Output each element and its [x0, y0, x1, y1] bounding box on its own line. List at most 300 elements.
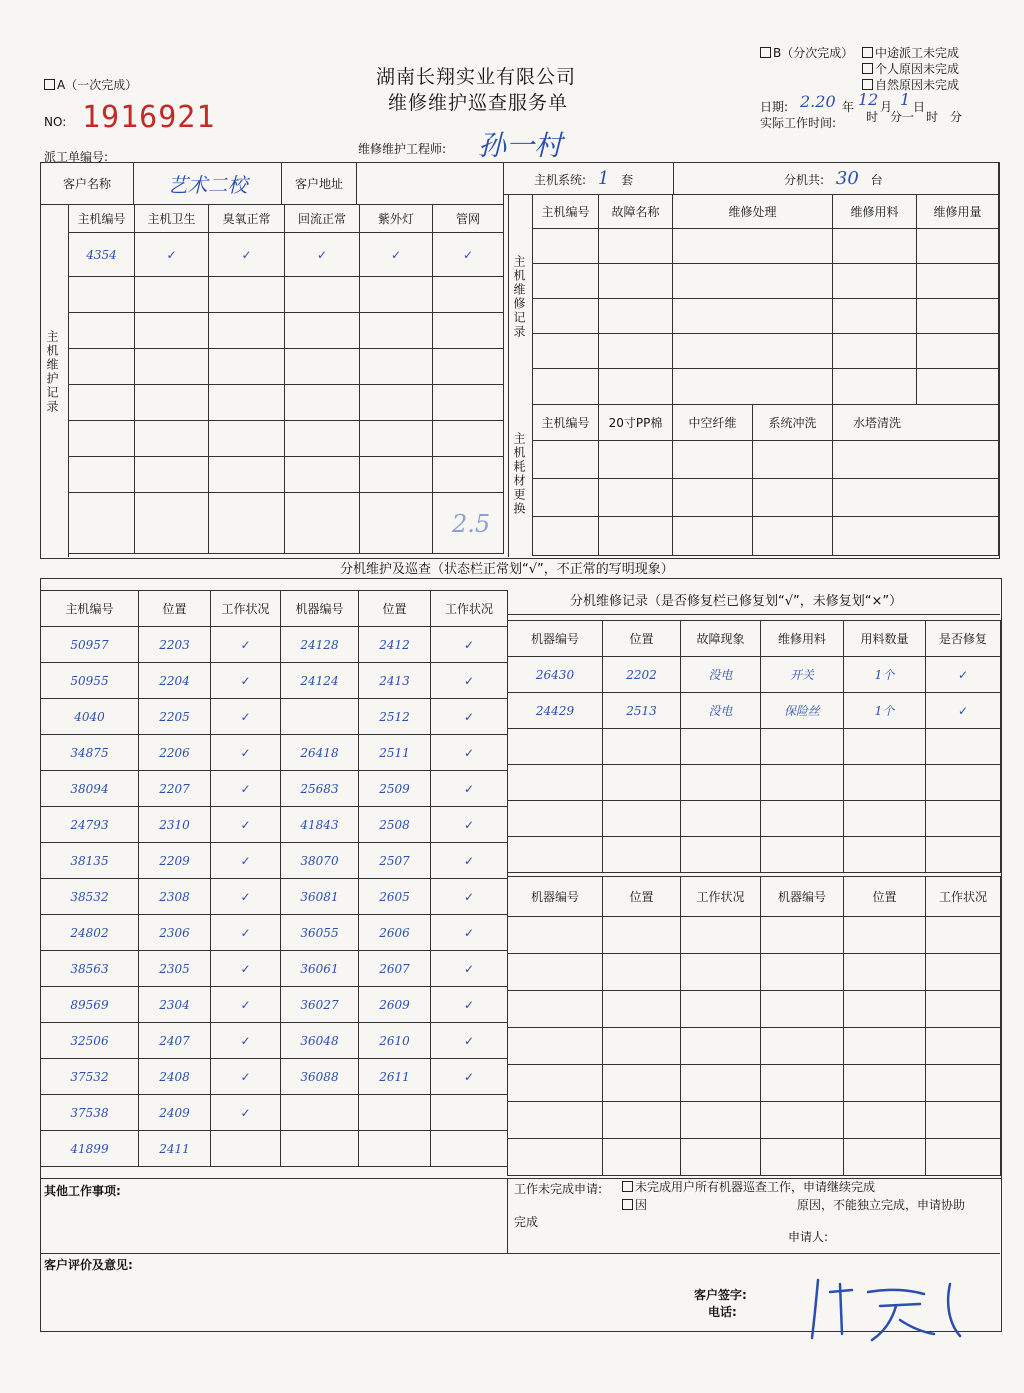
table-row [69, 493, 504, 554]
position-cell[interactable]: 2605 [359, 879, 431, 915]
status-cell[interactable]: ✓ [211, 879, 281, 915]
status-cell[interactable]: ✓ [211, 843, 281, 879]
position-cell[interactable]: 2407 [139, 1023, 211, 1059]
repair-cell[interactable]: 开关 [761, 657, 844, 693]
machine-id-cell[interactable]: 36061 [281, 951, 359, 987]
status-cell[interactable] [844, 1028, 926, 1065]
status-cell[interactable] [844, 954, 926, 991]
position-cell[interactable]: 2411 [139, 1131, 211, 1167]
repair-cell[interactable] [681, 837, 761, 873]
machine-id-cell[interactable] [281, 1095, 359, 1131]
host-maintenance-side-label: 主机维护记录 [45, 330, 59, 414]
check-cell[interactable]: ✓ [285, 233, 360, 277]
checkbox-icon [44, 79, 55, 90]
col-header: 机器编号 [508, 877, 603, 917]
table-row [508, 1139, 1001, 1176]
status-cell[interactable] [431, 1131, 508, 1167]
sub-section-title: 分机维护及巡查（状态栏正常划“√”，不正常的写明现象） [340, 562, 674, 577]
status-cell[interactable] [603, 1065, 681, 1102]
machine-id-cell[interactable]: 38532 [41, 879, 139, 915]
status-cell[interactable] [681, 991, 761, 1028]
table-row [508, 693, 1001, 729]
position-cell[interactable]: 2609 [359, 987, 431, 1023]
status-cell[interactable] [761, 1139, 844, 1176]
checkbox-icon [862, 79, 873, 90]
customer-name-label: 客户名称 [41, 163, 134, 205]
position-cell[interactable]: 2205 [139, 699, 211, 735]
status-cell[interactable] [926, 1139, 1001, 1176]
machine-id-cell[interactable] [281, 699, 359, 735]
host-system-label: 主机系统: [534, 173, 587, 187]
date-label: 日期: [760, 100, 789, 114]
table-row [41, 663, 508, 699]
table-row [508, 954, 1001, 991]
work-time-units: 时 分一 时 分 [866, 110, 963, 124]
col-header: 故障现象 [681, 621, 761, 657]
machine-id-cell[interactable]: 24793 [41, 807, 139, 843]
table-row [533, 517, 999, 556]
customer-address-value[interactable] [357, 163, 504, 205]
col-header: 紫外灯 [360, 205, 433, 233]
col-header: 20寸PP棉 [599, 405, 673, 441]
status-cell[interactable] [844, 1139, 926, 1176]
status-cell[interactable]: ✓ [211, 771, 281, 807]
date-month: 12 [858, 90, 879, 109]
status-cell[interactable] [926, 1028, 1001, 1065]
reason-2[interactable]: 个人原因未完成 [862, 60, 959, 77]
status-cell[interactable]: ✓ [431, 735, 508, 771]
repair-cell[interactable] [508, 729, 603, 765]
repair-cell[interactable] [603, 729, 681, 765]
status-cell[interactable] [761, 1028, 844, 1065]
company-name: 湖南长翔实业有限公司 [376, 66, 577, 88]
col-header: 工作状况 [681, 877, 761, 917]
position-cell[interactable]: 2611 [359, 1059, 431, 1095]
position-cell[interactable]: 2304 [139, 987, 211, 1023]
repair-cell[interactable] [844, 729, 926, 765]
repair-cell[interactable] [681, 801, 761, 837]
status-cell[interactable]: ✓ [431, 879, 508, 915]
status-cell[interactable]: ✓ [431, 987, 508, 1023]
status-cell[interactable]: ✓ [431, 807, 508, 843]
table-row [41, 987, 508, 1023]
repair-cell[interactable] [926, 837, 1001, 873]
position-cell[interactable]: 2509 [359, 771, 431, 807]
host-maintenance-table [68, 204, 504, 554]
machine-id-cell[interactable]: 37538 [41, 1095, 139, 1131]
table-row [533, 229, 999, 264]
date-year: 2.20 [800, 92, 836, 111]
status-cell[interactable]: ✓ [211, 699, 281, 735]
col-header: 臭氧正常 [209, 205, 285, 233]
status-cell[interactable] [761, 917, 844, 954]
incomplete-option-2[interactable]: 因 原因，不能独立完成，申请协助 [622, 1196, 965, 1213]
status-cell[interactable] [681, 1139, 761, 1176]
repair-cell[interactable] [761, 765, 844, 801]
position-cell[interactable]: 2512 [359, 699, 431, 735]
sub-status-table [507, 876, 1001, 1176]
sub-repair-table [507, 620, 1001, 873]
table-row [508, 1028, 1001, 1065]
status-cell[interactable] [508, 1065, 603, 1102]
status-cell[interactable] [603, 1139, 681, 1176]
repair-cell[interactable] [681, 729, 761, 765]
status-cell[interactable]: ✓ [431, 951, 508, 987]
status-cell[interactable] [508, 954, 603, 991]
status-cell[interactable] [926, 1102, 1001, 1139]
repair-cell[interactable] [844, 801, 926, 837]
status-cell[interactable] [508, 917, 603, 954]
position-cell[interactable]: 2305 [139, 951, 211, 987]
col-header: 位置 [603, 877, 681, 917]
status-cell[interactable] [761, 954, 844, 991]
table-row [69, 421, 504, 457]
check-cell[interactable]: ✓ [135, 233, 209, 277]
table-row [508, 917, 1001, 954]
status-cell[interactable] [926, 954, 1001, 991]
checkbox-icon [622, 1199, 633, 1210]
divider [508, 194, 509, 557]
repair-cell[interactable]: 1个 [844, 657, 926, 693]
table-row [41, 1059, 508, 1095]
col-header: 机器编号 [761, 877, 844, 917]
position-cell[interactable]: 2508 [359, 807, 431, 843]
check-cell[interactable]: ✓ [209, 233, 285, 277]
sub-patrol-table [40, 590, 508, 1167]
status-cell[interactable] [761, 1102, 844, 1139]
position-cell[interactable]: 2209 [139, 843, 211, 879]
table-row [508, 765, 1001, 801]
col-header: 回流正常 [285, 205, 360, 233]
host-system-cell[interactable] [504, 163, 674, 195]
status-cell[interactable] [926, 917, 1001, 954]
year-label: 年 [842, 100, 855, 114]
status-cell[interactable] [603, 991, 681, 1028]
repair-cell[interactable] [844, 765, 926, 801]
position-cell[interactable]: 2607 [359, 951, 431, 987]
option-b[interactable]: B（分次完成） [760, 44, 853, 61]
machine-id-cell[interactable]: 38563 [41, 951, 139, 987]
divider [40, 1253, 1000, 1254]
machine-id-cell[interactable]: 36088 [281, 1059, 359, 1095]
divider [507, 1178, 508, 1253]
position-cell[interactable]: 2204 [139, 663, 211, 699]
customer-signature [800, 1262, 980, 1342]
status-cell[interactable] [926, 991, 1001, 1028]
status-cell[interactable] [844, 1102, 926, 1139]
repair-cell[interactable]: 2202 [603, 657, 681, 693]
position-cell[interactable]: 2206 [139, 735, 211, 771]
position-cell[interactable]: 2306 [139, 915, 211, 951]
status-cell[interactable]: ✓ [211, 915, 281, 951]
position-cell[interactable] [359, 1095, 431, 1131]
machine-id-cell[interactable]: 89569 [41, 987, 139, 1023]
customer-address-label: 客户地址 [282, 163, 357, 205]
sub-count-unit: 台 [870, 173, 883, 187]
repair-cell[interactable] [761, 801, 844, 837]
status-cell[interactable] [681, 954, 761, 991]
repair-cell[interactable] [926, 729, 1001, 765]
repair-cell[interactable]: 2513 [603, 693, 681, 729]
repair-cell[interactable] [761, 729, 844, 765]
status-cell[interactable] [681, 1028, 761, 1065]
applicant-label: 申请人: [788, 1230, 829, 1244]
status-cell[interactable] [844, 917, 926, 954]
repair-cell[interactable] [844, 837, 926, 873]
repair-cell[interactable] [926, 801, 1001, 837]
table-row [508, 801, 1001, 837]
status-cell[interactable]: ✓ [431, 1023, 508, 1059]
status-cell[interactable] [603, 1102, 681, 1139]
machine-id-cell[interactable]: 50957 [41, 627, 139, 663]
status-cell[interactable] [844, 991, 926, 1028]
divider [507, 614, 1000, 615]
position-cell[interactable]: 2203 [139, 627, 211, 663]
position-cell[interactable]: 2610 [359, 1023, 431, 1059]
day-label: 日 [913, 100, 926, 114]
status-cell[interactable]: ✓ [211, 951, 281, 987]
table-row [69, 233, 504, 277]
table-row [41, 807, 508, 843]
machine-id-cell[interactable]: 38094 [41, 771, 139, 807]
incomplete-label: 工作未完成申请: [514, 1182, 603, 1196]
position-cell[interactable]: 2412 [359, 627, 431, 663]
repair-cell[interactable] [508, 765, 603, 801]
repair-cell[interactable]: 24429 [508, 693, 603, 729]
status-cell[interactable]: ✓ [431, 843, 508, 879]
machine-id-cell[interactable]: 37532 [41, 1059, 139, 1095]
col-header: 故障名称 [599, 195, 673, 229]
col-header: 工作状况 [431, 591, 508, 627]
repair-cell[interactable]: ✓ [926, 693, 1001, 729]
status-cell[interactable] [603, 917, 681, 954]
table-row [41, 879, 508, 915]
col-header: 主机卫生 [135, 205, 209, 233]
table-row [41, 1023, 508, 1059]
col-header: 管网 [433, 205, 504, 233]
col-header: 位置 [603, 621, 681, 657]
table-row [508, 729, 1001, 765]
machine-id-cell[interactable]: 4040 [41, 699, 139, 735]
repair-cell[interactable]: 26430 [508, 657, 603, 693]
table-row [41, 951, 508, 987]
table-row [533, 334, 999, 369]
table-row [508, 1065, 1001, 1102]
host-consumable-side-label: 主机耗材更换 [512, 432, 526, 516]
option-a[interactable]: A（一次完成） [44, 76, 137, 93]
status-cell[interactable] [761, 1065, 844, 1102]
col-header: 工作状况 [211, 591, 281, 627]
table-row [69, 277, 504, 313]
status-cell[interactable] [508, 1102, 603, 1139]
machine-id-cell[interactable]: 24124 [281, 663, 359, 699]
host-system-unit: 套 [621, 173, 634, 187]
check-cell[interactable]: ✓ [360, 233, 433, 277]
feedback-field[interactable] [44, 1272, 684, 1326]
col-header: 系统冲洗 [753, 405, 833, 441]
status-cell[interactable] [681, 1102, 761, 1139]
position-cell[interactable]: 2606 [359, 915, 431, 951]
machine-id-cell[interactable]: 32506 [41, 1023, 139, 1059]
status-cell[interactable] [681, 1065, 761, 1102]
status-cell[interactable]: ✓ [431, 627, 508, 663]
feedback-label: 客户评价及意见: [44, 1258, 133, 1272]
machine-id-cell[interactable]: 41899 [41, 1131, 139, 1167]
status-cell[interactable] [603, 1028, 681, 1065]
status-cell[interactable]: ✓ [211, 1095, 281, 1131]
position-cell[interactable]: 2413 [359, 663, 431, 699]
status-cell[interactable] [508, 1139, 603, 1176]
repair-cell[interactable] [603, 801, 681, 837]
incomplete-option-1[interactable]: 未完成用户所有机器巡查工作，申请继续完成 [622, 1178, 875, 1195]
document-title: 维修维护巡查服务单 [388, 92, 569, 114]
machine-id-cell[interactable]: 36081 [281, 879, 359, 915]
host-repair-table [532, 194, 999, 405]
host-id-cell[interactable]: 4354 [69, 233, 135, 277]
table-row [508, 657, 1001, 693]
machine-id-cell[interactable]: 24128 [281, 627, 359, 663]
work-time-label: 实际工作时间: [760, 116, 837, 130]
col-header: 主机编号 [69, 205, 135, 233]
status-cell[interactable] [211, 1131, 281, 1167]
checkbox-icon [862, 63, 873, 74]
table-row [533, 441, 999, 479]
status-cell[interactable]: ✓ [431, 663, 508, 699]
status-cell[interactable]: ✓ [211, 987, 281, 1023]
repair-cell[interactable] [508, 837, 603, 873]
status-cell[interactable]: ✓ [211, 663, 281, 699]
machine-id-cell[interactable]: 26418 [281, 735, 359, 771]
other-work-field[interactable] [44, 1198, 504, 1250]
no-label: NO: [44, 115, 67, 129]
sub-count-cell[interactable] [674, 163, 999, 195]
status-cell[interactable]: ✓ [431, 699, 508, 735]
status-cell[interactable] [844, 1065, 926, 1102]
customer-name-value[interactable] [134, 163, 282, 205]
machine-id-cell[interactable]: 25683 [281, 771, 359, 807]
checkbox-icon [622, 1181, 633, 1192]
status-cell[interactable] [603, 954, 681, 991]
position-cell[interactable]: 2308 [139, 879, 211, 915]
table-row [508, 1102, 1001, 1139]
repair-cell[interactable] [603, 765, 681, 801]
position-cell[interactable]: 2207 [139, 771, 211, 807]
position-cell[interactable]: 2507 [359, 843, 431, 879]
table-row [41, 627, 508, 663]
col-header: 主机编号 [41, 591, 139, 627]
machine-id-cell[interactable]: 34875 [41, 735, 139, 771]
status-cell[interactable]: ✓ [211, 1023, 281, 1059]
machine-id-cell[interactable]: 36048 [281, 1023, 359, 1059]
repair-cell[interactable]: 1个 [844, 693, 926, 729]
table-row [69, 385, 504, 421]
table-row [508, 991, 1001, 1028]
machine-id-cell[interactable]: 36027 [281, 987, 359, 1023]
status-cell[interactable]: ✓ [431, 915, 508, 951]
consumable-note: 2.5 [452, 510, 491, 538]
other-work-label: 其他工作事项: [44, 1184, 121, 1198]
repair-cell[interactable] [681, 765, 761, 801]
status-cell[interactable] [681, 917, 761, 954]
host-consumables-table [532, 404, 999, 556]
col-header: 维修处理 [673, 195, 833, 229]
position-cell[interactable]: 2409 [139, 1095, 211, 1131]
status-cell[interactable] [508, 1028, 603, 1065]
phone-label: 电话: [708, 1305, 737, 1319]
position-cell[interactable]: 2511 [359, 735, 431, 771]
repair-cell[interactable] [926, 765, 1001, 801]
status-cell[interactable]: ✓ [211, 735, 281, 771]
complete-label: 完成 [514, 1215, 539, 1229]
repair-cell[interactable]: 没电 [681, 657, 761, 693]
repair-cell[interactable] [603, 837, 681, 873]
machine-id-cell[interactable]: 50955 [41, 663, 139, 699]
table-row [69, 457, 504, 493]
position-cell[interactable]: 2408 [139, 1059, 211, 1095]
table-row [533, 299, 999, 334]
position-cell[interactable] [359, 1131, 431, 1167]
reason-3[interactable]: 自然原因未完成 [862, 76, 959, 93]
repair-cell[interactable]: ✓ [926, 657, 1001, 693]
status-cell[interactable]: ✓ [211, 627, 281, 663]
col-header: 主机编号 [533, 405, 599, 441]
status-cell[interactable] [761, 991, 844, 1028]
host-system-value: 1 [597, 168, 610, 189]
status-cell[interactable]: ✓ [431, 771, 508, 807]
status-cell[interactable] [508, 991, 603, 1028]
sub-repair-title: 分机维修记录（是否修复栏已修复划“√”，未修复划“×”） [570, 594, 903, 609]
status-cell[interactable] [926, 1065, 1001, 1102]
col-header: 位置 [844, 877, 926, 917]
status-cell[interactable]: ✓ [211, 1059, 281, 1095]
col-header: 维修用量 [917, 195, 999, 229]
month-label: 月 [880, 100, 893, 114]
table-row [41, 1131, 508, 1167]
sub-count-label: 分机共: [784, 173, 825, 187]
signature-label: 客户签字: [694, 1288, 747, 1302]
machine-id-cell[interactable] [281, 1131, 359, 1167]
position-cell[interactable]: 2310 [139, 807, 211, 843]
repair-cell[interactable] [508, 801, 603, 837]
table-row [533, 264, 999, 299]
machine-id-cell[interactable]: 38135 [41, 843, 139, 879]
system-row [503, 162, 999, 195]
col-header: 水塔清洗 [833, 405, 999, 441]
repair-cell[interactable]: 保险丝 [761, 693, 844, 729]
table-row [41, 735, 508, 771]
col-header: 位置 [139, 591, 211, 627]
col-header: 工作状况 [926, 877, 1001, 917]
machine-id-cell[interactable]: 36055 [281, 915, 359, 951]
reason-1[interactable]: 中途派工未完成 [862, 44, 959, 61]
status-cell[interactable] [431, 1095, 508, 1131]
machine-id-cell[interactable]: 41843 [281, 807, 359, 843]
status-cell[interactable]: ✓ [211, 807, 281, 843]
table-row [41, 771, 508, 807]
machine-id-cell[interactable]: 38070 [281, 843, 359, 879]
repair-cell[interactable] [761, 837, 844, 873]
table-row [69, 313, 504, 349]
check-cell[interactable]: ✓ [433, 233, 504, 277]
repair-cell[interactable]: 没电 [681, 693, 761, 729]
col-header: 位置 [359, 591, 431, 627]
table-row [41, 699, 508, 735]
col-header: 是否修复 [926, 621, 1001, 657]
status-cell[interactable]: ✓ [431, 1059, 508, 1095]
host-repair-side-label: 主机维修记录 [512, 255, 526, 339]
machine-id-cell[interactable]: 24802 [41, 915, 139, 951]
col-header: 用料数量 [844, 621, 926, 657]
